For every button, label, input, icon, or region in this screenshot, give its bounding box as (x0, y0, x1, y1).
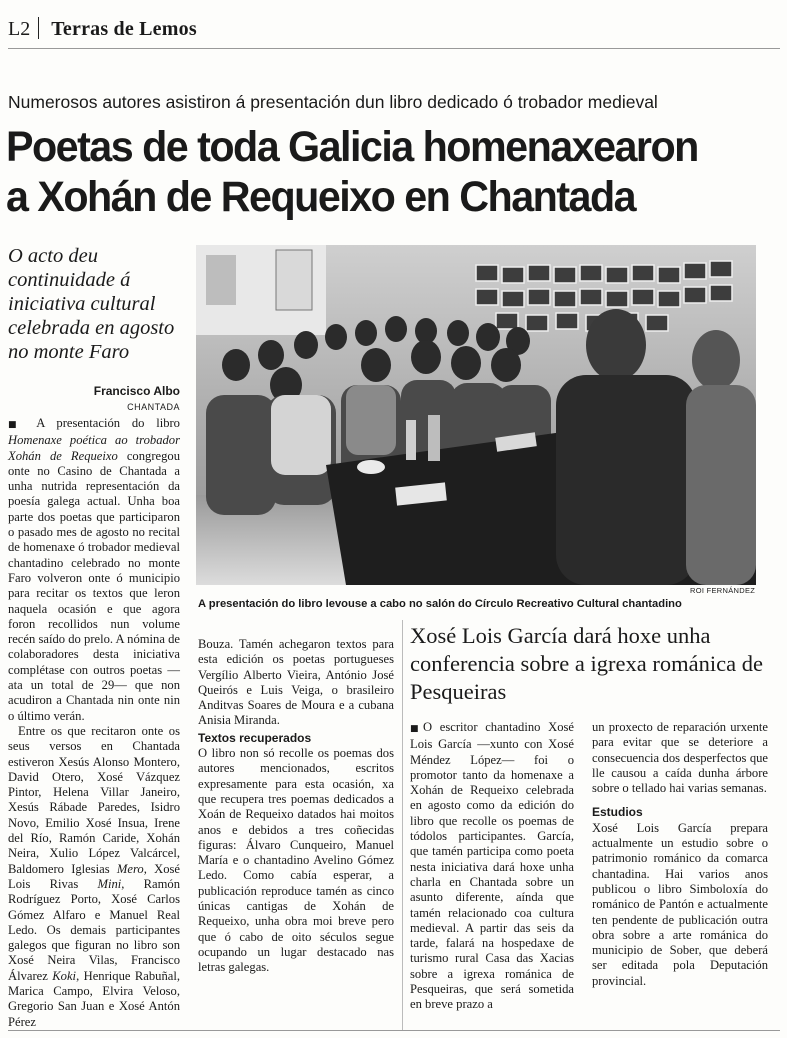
headline (6, 122, 755, 222)
sidebar-subhead: Estudios (592, 805, 643, 820)
sidebar-divider (402, 620, 403, 1030)
footer-rule (8, 1030, 780, 1031)
sidebar-headline: Xosé Lois García dará hoxe unha conferencia sobre a igrexa románica de Pesqueiras (410, 623, 763, 704)
nickname: Mini (97, 876, 122, 891)
nickname: Mero (116, 861, 144, 876)
article-paragraph-1 (8, 416, 180, 724)
headline-line-1: Poetas de toda Galicia homenaxearon (6, 123, 698, 171)
article-paragraph-4: O libro non só recolle os poemas dos autores mencionados, escritos expresamente para esta ocasión, xa que recupera tres poemas dedicados a Xoán de Requeixo datados hai moitos anos e debidos a tres coñecidas figuras: Álvaro Cunqueiro, Manuel María e o chantadino Avelino Gómez Ledo. Como cabía esperar, a publicación reproduce tamén as cinco únicas cantigas de Xohán de Requeixo, unha obra moi breve pero que ó cabo de oito séculos segue ocupando un lugar destacado nas letras galegas. (198, 746, 394, 975)
article-subhead: Textos recuperados (198, 730, 312, 745)
nickname: Koki (52, 968, 77, 983)
page-header (8, 16, 197, 41)
event-photo (196, 245, 756, 585)
dateline-place: CHANTADA (127, 402, 180, 412)
kicker: Numerosos autores asistiron á presentación dun libro dedicado ó trobador medieval (8, 92, 658, 112)
book-title: Homenaxe poética ao trobador Xohán de Requeixo (8, 433, 180, 463)
sidebar-column-2 (592, 720, 768, 989)
paragraph-marker-icon: ■ (410, 724, 424, 734)
deck: O acto deu continuidade á iniciativa cultural celebrada en agosto no monte Faro (8, 245, 175, 363)
byline: Francisco Albo (93, 384, 180, 398)
header-divider (38, 17, 39, 39)
photo-caption: A presentación do libro levouse a cabo no salón do Círculo Recreativo Cultural chantadino (198, 598, 682, 610)
sidebar-paragraph-1 (410, 720, 574, 1013)
paragraph-marker-icon: ■ (8, 420, 26, 430)
article-text: A presentación do libro (36, 416, 180, 430)
article-paragraph-3: Bouza. Tamén achegaron textos para esta edición os poetas portugueses Vergílio Alberto Vieira, António José Queirós e Luis Veiga, o brasileiro Anditvas Soares de Moura e a cubana Anisia Miranda. (198, 637, 394, 728)
article-text: Entre os que recitaron onte os seus versos en Chantada estiveron Xesús Alonso Montero, David Otero, Xosé Vázquez Pintor, Helena Villar Janeiro, Xesús Rábade Paredes, Isidro Novo, Emilio Xosé Insua, Irene del Río, Ramón Caride, Xohán Neira, Xulio López Valcárcel, Baldomero Iglesias (8, 723, 180, 876)
headline-line-2: a Xohán de Requeixo en Chantada (6, 173, 636, 221)
article-text: , Xosé Lois Rivas (8, 861, 180, 891)
article-paragraph-2 (8, 724, 180, 1030)
sidebar-text: O escritor chantadino Xosé Lois García —xunto con Xosé Méndez López— foi o promotor tanto da homenaxe a Xohán de Requeixo celebrada en agosto como da edición do libro que recolle os poemas de tódolos participantes. García, que tamén participa como poeta nesta iniciativa dará hoxe unha charla en Chantada sobre un asunto diferente, aínda que tamén relacionado coa cultura medieval. A partir das seis da tarde, falará na hospedaxe de turismo rural Casa das Xacias sobre a igrexa románica de Pesqueiras, que será sometida en breve prazo a (410, 720, 574, 1012)
sidebar-column-1 (410, 720, 574, 1013)
article-text: congregou onte no Casino de Chantada a unha nutrida representación da poesía galega actual. Unha boa parte dos poetas que participaron o pasado mes de agosto no recital de homenaxe ó trobador medieval chantadino celebrado no monte Faro volveron onte ó municipio para recitar os textos que leron naquela ocasión e que agora foron recollidos nun volume recén saído do prelo. A nómina de colaboradores desta iniciativa complétase con outros poetas —ata un total de 29— que non acudiron a Chantada nin onte nin o último verán. (8, 448, 180, 723)
section-title: Terras de Lemos (51, 18, 197, 40)
article-text: , Henrique Rabuñal, Marica Campo, Elvira Veloso, Gregorio San Juan e Xosé Antón Pérez (8, 968, 180, 1029)
article-text: , Ramón Rodríguez Porto, Xosé Carlos Gómez Alfaro e Manuel Real Ledo. Os demais participantes galegos que figuran no libro son Xosé Neira Vilas, Francisco Álvarez (8, 876, 180, 983)
photo-credit: ROI FERNÁNDEZ (690, 586, 756, 595)
photo-illustration (196, 245, 756, 585)
sidebar-paragraph-2: un proxecto de reparación urxente para evitar que se deteriore a consecuencia dos desperfectos que lle causou a caída dunha árbore sobre o tellado hai varias semanas. (592, 720, 768, 796)
page-number: L2 (8, 18, 31, 40)
header-rule (8, 48, 780, 49)
article-column-1 (8, 416, 180, 1030)
article-column-2 (198, 637, 394, 976)
sidebar-paragraph-3: Xosé Lois García prepara actualmente un estudio sobre o patrimonio románico da comarca chantadina. Hai varios anos publicou o libro Simboloxía do románico de Pantón e actualmente ten pendente de publicación outra obra sobre a arte románica do municipio de Sober, que deberá ser editada pola Deputación provincial. (592, 820, 768, 988)
